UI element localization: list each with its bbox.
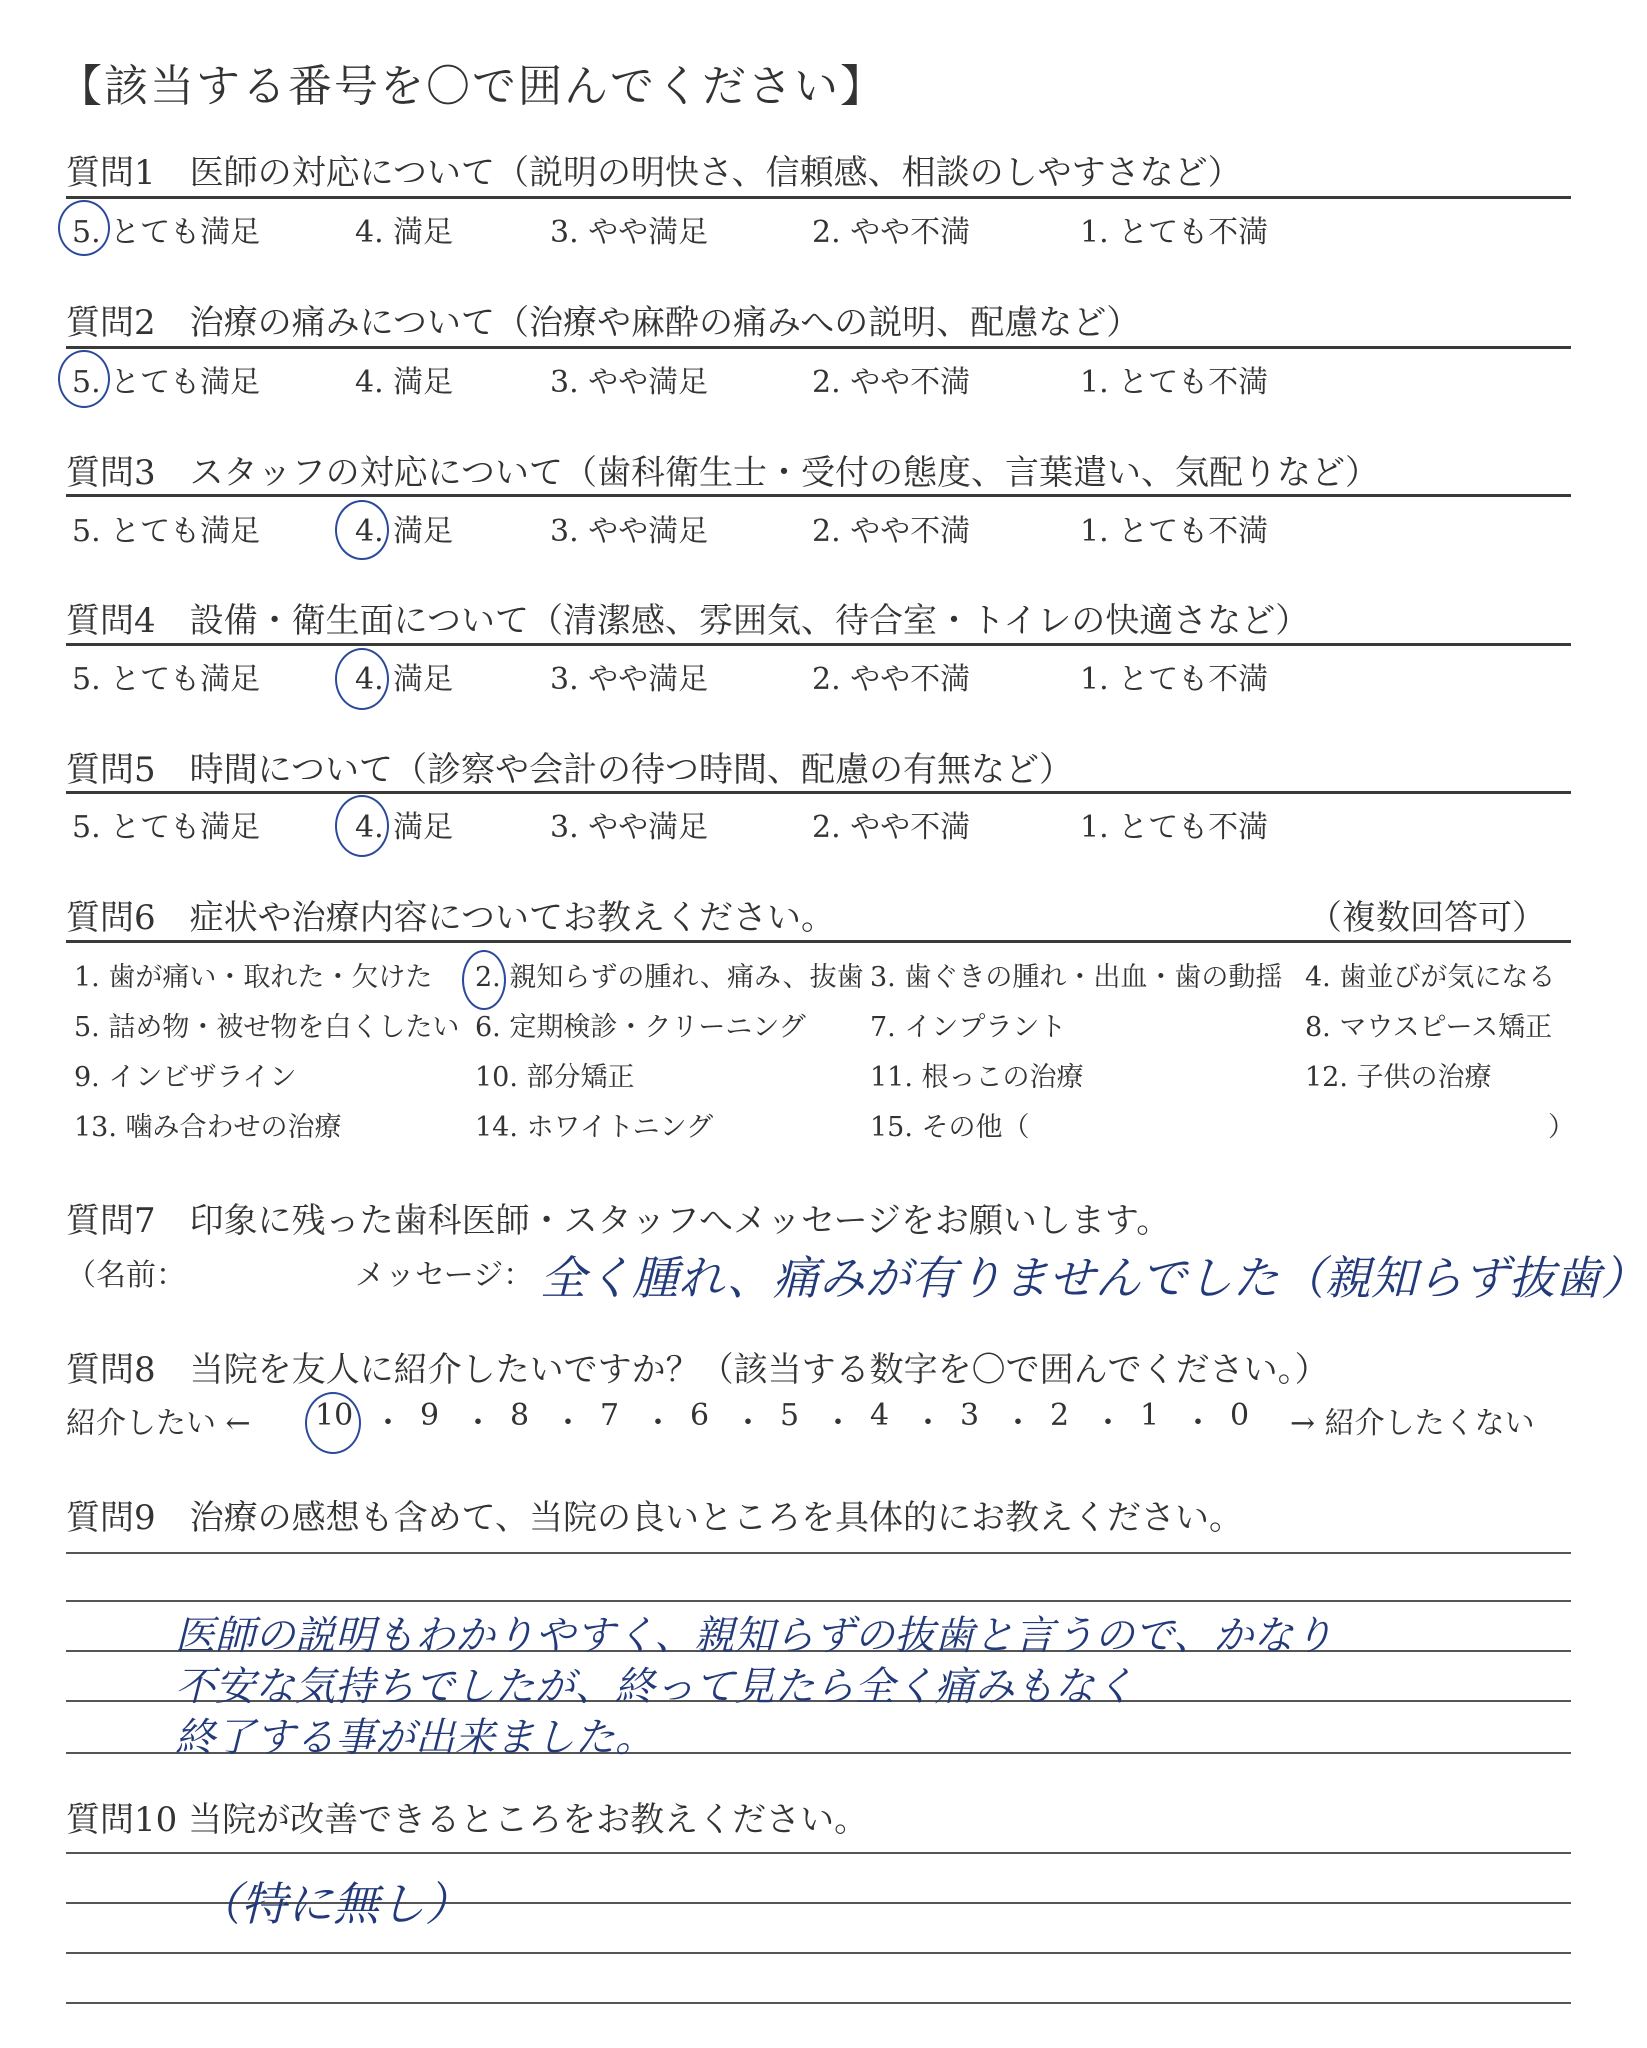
q1-option-5[interactable]: 5. とても満足	[72, 215, 261, 250]
q6-option-4[interactable]: 4. 歯並びが気になる	[1305, 962, 1556, 993]
q5-option-2[interactable]: 2. やや不満	[812, 810, 971, 845]
form-title: 【該当する番号を〇で囲んでください】	[58, 61, 886, 112]
q8-dot: ・	[913, 1406, 943, 1441]
q6-option-7[interactable]: 7. インプラント	[870, 1012, 1067, 1043]
q10-line	[66, 1852, 1571, 1854]
q10-line	[66, 1952, 1571, 1954]
q6-selection-circle	[462, 950, 506, 1010]
q1-option-2[interactable]: 2. やや不満	[812, 215, 971, 250]
q5-rule	[66, 791, 1571, 794]
q3-title: 質問3 スタッフの対応について（歯科衛生士・受付の態度、言葉遣い、気配りなど）	[66, 453, 1379, 493]
q5-selection-circle	[335, 795, 389, 857]
q2-rule	[66, 346, 1571, 349]
q3-option-5[interactable]: 5. とても満足	[72, 514, 261, 549]
q1-selection-circle	[58, 200, 110, 256]
q2-option-3[interactable]: 3. やや満足	[550, 365, 709, 400]
q6-rule	[66, 940, 1571, 943]
q2-option-4[interactable]: 4. 満足	[355, 365, 454, 400]
q3-option-2[interactable]: 2. やや不満	[812, 514, 971, 549]
q1-title: 質問1 医師の対応について（説明の明快さ、信頼感、相談のしやすさなど）	[66, 153, 1242, 193]
q9-line	[66, 1552, 1571, 1554]
q6-other-close-paren: ）	[1548, 1112, 1575, 1143]
q8-dot: ・	[1093, 1406, 1123, 1441]
q8-dot: ・	[733, 1406, 763, 1441]
q5-option-3[interactable]: 3. やや満足	[550, 810, 709, 845]
q9-answer-line-1[interactable]: 医師の説明もわかりやすく、親知らずの抜歯と言うので、かなり	[175, 1613, 1334, 1659]
q4-title: 質問4 設備・衛生面について（清潔感、雰囲気、待合室・トイレの快適さなど）	[66, 601, 1310, 641]
q8-dot: ・	[463, 1406, 493, 1441]
q8-number-4[interactable]: 4	[870, 1398, 890, 1433]
q4-option-3[interactable]: 3. やや満足	[550, 662, 709, 697]
q3-option-1[interactable]: 1. とても不満	[1080, 514, 1269, 549]
q4-option-1[interactable]: 1. とても不満	[1080, 662, 1269, 697]
q8-number-5[interactable]: 5	[780, 1398, 800, 1433]
q6-option-3[interactable]: 3. 歯ぐきの腫れ・出血・歯の動揺	[870, 962, 1283, 993]
q10-answer-handwritten[interactable]: （特に無し）	[195, 1877, 471, 1931]
q8-number-9[interactable]: 9	[420, 1398, 440, 1433]
q2-selection-circle	[58, 350, 110, 408]
q8-dot: ・	[373, 1406, 403, 1441]
q8-number-7[interactable]: 7	[600, 1398, 620, 1433]
q6-option-14[interactable]: 14. ホワイトニング	[475, 1112, 714, 1143]
q3-rule	[66, 494, 1571, 497]
q8-dot: ・	[553, 1406, 583, 1441]
q7-name-label: （名前：	[66, 1258, 186, 1293]
q6-option-12[interactable]: 12. 子供の治療	[1305, 1062, 1492, 1093]
q9-title: 質問9 治療の感想も含めて、当院の良いところを具体的にお教えください。	[66, 1498, 1243, 1538]
q8-dot: ・	[823, 1406, 853, 1441]
q6-option-5[interactable]: 5. 詰め物・被せ物を白くしたい	[74, 1012, 460, 1043]
q8-number-8[interactable]: 8	[510, 1398, 530, 1433]
q8-title: 質問8 当院を友人に紹介したいですか？（該当する数字を〇で囲んでください。）	[66, 1350, 1329, 1390]
q1-option-1[interactable]: 1. とても不満	[1080, 215, 1269, 250]
q8-selection-circle	[305, 1392, 361, 1454]
q8-number-0[interactable]: 0	[1230, 1398, 1250, 1433]
q6-option-13[interactable]: 13. 噛み合わせの治療	[74, 1112, 342, 1143]
q5-option-4[interactable]: 4. 満足	[355, 810, 454, 845]
q6-option-2[interactable]: 2. 親知らずの腫れ、痛み、抜歯	[475, 962, 864, 993]
q2-title: 質問2 治療の痛みについて（治療や麻酔の痛みへの説明、配慮など）	[66, 303, 1141, 343]
q6-option-1[interactable]: 1. 歯が痛い・取れた・欠けた	[74, 962, 433, 993]
q2-option-2[interactable]: 2. やや不満	[812, 365, 971, 400]
q5-option-5[interactable]: 5. とても満足	[72, 810, 261, 845]
q8-number-2[interactable]: 2	[1050, 1398, 1070, 1433]
q6-multi-note: （複数回答可）	[1308, 898, 1546, 938]
q3-option-4[interactable]: 4. 満足	[355, 514, 454, 549]
q8-number-6[interactable]: 6	[690, 1398, 710, 1433]
q10-title: 質問10 当院が改善できるところをお教えください。	[66, 1800, 869, 1840]
q1-rule	[66, 196, 1571, 199]
q4-rule	[66, 643, 1571, 646]
q2-option-5[interactable]: 5. とても満足	[72, 365, 261, 400]
q7-message-handwritten[interactable]: 全く腫れ、痛みが有りませんでした（親知らず抜歯）	[540, 1251, 1647, 1305]
q6-title: 質問6 症状や治療内容についてお教えください。	[66, 898, 835, 938]
q9-answer-line-3[interactable]: 終了する事が出来ました。	[175, 1715, 655, 1761]
q8-dot: ・	[643, 1406, 673, 1441]
q8-dot: ・	[1003, 1406, 1033, 1441]
q6-option-6[interactable]: 6. 定期検診・クリーニング	[475, 1012, 806, 1043]
q5-option-1[interactable]: 1. とても不満	[1080, 810, 1269, 845]
q6-option-11[interactable]: 11. 根っこの治療	[870, 1062, 1084, 1093]
q3-selection-circle	[335, 500, 389, 560]
q10-line	[66, 2002, 1571, 2004]
q9-line	[66, 1600, 1571, 1602]
q8-number-10[interactable]: 10	[315, 1398, 354, 1433]
q4-selection-circle	[335, 648, 389, 710]
q9-answer-line-2[interactable]: 不安な気持ちでしたが、終って見たら全く痛みもなく	[175, 1664, 1135, 1710]
q3-option-3[interactable]: 3. やや満足	[550, 514, 709, 549]
q5-title: 質問5 時間について（診察や会計の待つ時間、配慮の有無など）	[66, 750, 1073, 790]
q6-option-8[interactable]: 8. マウスピース矯正	[1305, 1012, 1553, 1043]
q1-option-4[interactable]: 4. 満足	[355, 215, 454, 250]
q8-left-label: 紹介したい ←	[66, 1406, 251, 1441]
q2-option-1[interactable]: 1. とても不満	[1080, 365, 1269, 400]
q4-option-5[interactable]: 5. とても満足	[72, 662, 261, 697]
q4-option-4[interactable]: 4. 満足	[355, 662, 454, 697]
q8-number-1[interactable]: 1	[1140, 1398, 1160, 1433]
q6-option-9[interactable]: 9. インビザライン	[74, 1062, 297, 1093]
q1-option-3[interactable]: 3. やや満足	[550, 215, 709, 250]
q8-right-label: → 紹介したくない	[1290, 1406, 1535, 1441]
q8-dot: ・	[1183, 1406, 1213, 1441]
q4-option-2[interactable]: 2. やや不満	[812, 662, 971, 697]
q6-option-10[interactable]: 10. 部分矯正	[475, 1062, 635, 1093]
q7-message-label: メッセージ：	[355, 1258, 534, 1293]
q8-number-3[interactable]: 3	[960, 1398, 980, 1433]
q6-option-15[interactable]: 15. その他（	[870, 1112, 1030, 1143]
q7-title: 質問7 印象に残った歯科医師・スタッフへメッセージをお願いします。	[66, 1201, 1171, 1241]
